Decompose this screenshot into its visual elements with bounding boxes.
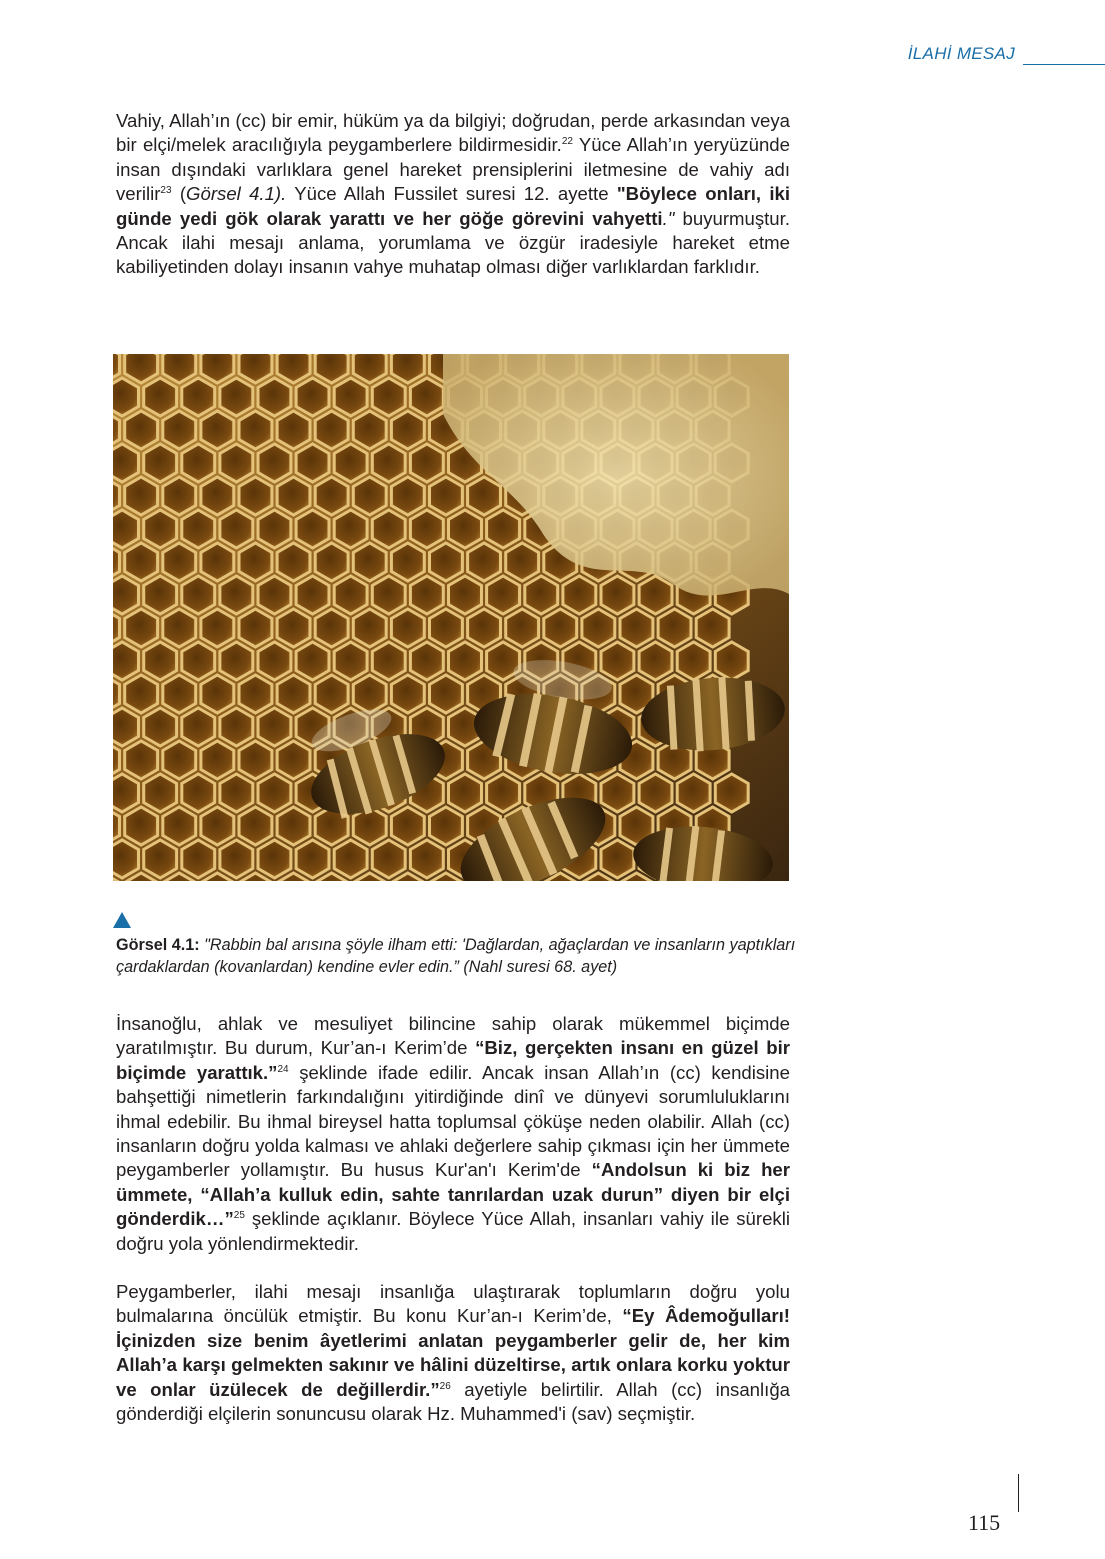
- honeycomb-cell: [601, 840, 634, 878]
- honeycomb-cell: [182, 642, 215, 680]
- honeycomb-cell: [277, 609, 310, 647]
- honeycomb-cell: [487, 576, 520, 614]
- honeycomb-cell: [258, 510, 291, 548]
- page-number: 115: [968, 1510, 1001, 1535]
- honeycomb-cell: [201, 741, 234, 779]
- honeycomb-cell: [125, 741, 158, 779]
- honeycomb-cell: [258, 708, 291, 746]
- honeycomb-cell: [620, 609, 653, 647]
- honeycomb-cell: [296, 576, 329, 614]
- honeycomb-cell: [144, 774, 177, 812]
- quran-quote: "Böylece onları, iki günde yedi gök olarak yarattı ve her göğe görevini vahyetti: [116, 183, 790, 229]
- honeycomb-cell: [353, 411, 386, 449]
- honeycomb-cell: [113, 378, 139, 416]
- honeycomb-cell: [277, 741, 310, 779]
- honeycomb-cell: [239, 543, 272, 581]
- honeycomb-cell: [258, 378, 291, 416]
- honeycomb-cell: [410, 840, 443, 878]
- honeycomb-cell: [113, 840, 139, 878]
- honeycomb-cell: [468, 609, 501, 647]
- honeycomb-cell: [220, 774, 253, 812]
- honeycomb-cell: [144, 708, 177, 746]
- honeycomb-cell: [113, 510, 139, 548]
- honeycomb-cell: [277, 411, 310, 449]
- honeycomb-cell: [296, 510, 329, 548]
- caption-text: "Rabbin bal arısına şöyle ilham etti: 'Dağlardan, ağaçlardan ve insanların yaptıkları çardaklardan (kovanlardan) kendine evler edin.” (Nahl suresi 68. ayet): [116, 936, 796, 976]
- honeycomb-cell: [220, 642, 253, 680]
- honeycomb-cell: [353, 609, 386, 647]
- honeycomb-cell: [113, 444, 139, 482]
- honeycomb-cell: [315, 609, 348, 647]
- honeycomb-cell: [220, 708, 253, 746]
- footnote-ref-26: 26: [439, 1380, 451, 1392]
- text-run: şeklinde ifade edilir. Ancak insan Allah’ın (cc) kendisine bahşettiği nimetlerin farkındalığını yitirdiğinde dinî ve dünyevi sorumluluklarını ihmal edebilir. Bu ihmal bireysel hatta toplumsal çöküşe neden olabilir. Allah (cc) insanların doğru yolda kalması ve ahlaki değerlere sahip çıkması için her ümmete peygamberler yollamıştır. Bu husus Kur'an'ı Kerim'de: [116, 1061, 790, 1181]
- honeycomb-cell: [639, 642, 672, 680]
- honeycomb-cell: [449, 774, 482, 812]
- quran-quote: “Andolsun ki biz her ümmete, “Allah’a kulluk edin, sahte tanrılardan uzak durun” diyen bir elçi gönderdik…”: [116, 1159, 790, 1230]
- footnote-ref-23: 23: [160, 185, 172, 197]
- honeycomb-cell: [201, 411, 234, 449]
- honeycomb-cell: [182, 840, 215, 878]
- honeycomb-cell: [277, 477, 310, 515]
- honeycomb-cell: [163, 477, 196, 515]
- honeycomb-cell: [410, 378, 443, 416]
- honeycomb-cell: [144, 510, 177, 548]
- honeycomb-cell: [410, 444, 443, 482]
- honeycomb-cell: [182, 510, 215, 548]
- honeycomb-cell: [277, 543, 310, 581]
- running-header: [845, 42, 1105, 70]
- honeycomb-cell: [239, 807, 272, 845]
- honeycomb-cell: [410, 510, 443, 548]
- honeycomb-cell: [449, 642, 482, 680]
- honeycomb-cell: [163, 609, 196, 647]
- honeycomb-cell: [220, 840, 253, 878]
- honeycomb-cell: [163, 675, 196, 713]
- honeycomb-cell: [201, 609, 234, 647]
- honeycomb-cell: [372, 840, 405, 878]
- honeycomb-cell: [277, 675, 310, 713]
- honeycomb-cell: [144, 576, 177, 614]
- honeycomb-cell: [391, 807, 424, 845]
- honeycomb-cell: [220, 378, 253, 416]
- honeycomb-cell: [391, 477, 424, 515]
- honeycomb-cell: [391, 609, 424, 647]
- honeycomb-cell: [315, 675, 348, 713]
- honeycomb-cell: [315, 543, 348, 581]
- header-rule: [1023, 64, 1105, 65]
- text-run: (: [171, 183, 187, 205]
- honeycomb-cell: [430, 609, 463, 647]
- honeycomb-cell: [125, 807, 158, 845]
- honeycomb-cell: [601, 774, 634, 812]
- footnote-ref-24: 24: [277, 1063, 289, 1075]
- honeycomb-cell: [658, 609, 691, 647]
- honeycomb-cell: [353, 543, 386, 581]
- honeycomb-cell: [449, 576, 482, 614]
- honeycomb-cell: [430, 477, 463, 515]
- text-run: şeklinde açıklanır. Böylece Yüce Allah, insanları vahiy ile sürekli doğru yola yönlendirmektedir.: [116, 1208, 790, 1254]
- honeycomb-cell: [144, 840, 177, 878]
- text-run: İnsanoğlu, ahlak ve mesuliyet bilincine sahip olarak mükemmel biçimde yaratılmıştır. Bu durum, Kur’an-ı Kerim’de: [116, 1013, 790, 1059]
- honeycomb-cell: [715, 642, 748, 680]
- honeycomb-cell: [277, 807, 310, 845]
- text-run: buyurmuştur. Ancak ilahi mesajı anlama, yorumlama ve özgür iradesiyle hareket etme kabiliyetinden dolayı insanın vahye muhatap olması diğer varlıklardan farklıdır.: [116, 207, 790, 278]
- honeycomb-cell: [468, 477, 501, 515]
- honeycomb-cell: [410, 642, 443, 680]
- honeycomb-cell: [201, 807, 234, 845]
- honeycomb-cell: [296, 642, 329, 680]
- honeycomb-cell: [182, 774, 215, 812]
- honeycomb-cell: [334, 576, 367, 614]
- figure-caption: [116, 934, 806, 978]
- honeycomb-cell: [430, 675, 463, 713]
- honeycomb-cell: [113, 774, 139, 812]
- honeycomb-cell: [201, 477, 234, 515]
- honeycomb-cell: [201, 543, 234, 581]
- honeycomb-cell: [315, 411, 348, 449]
- honeycomb-cell: [372, 378, 405, 416]
- honeycomb-cell: [258, 642, 291, 680]
- text-run: Yüce Allah’ın yeryüzünde insan dışındaki varlıklara genel hareket prensiplerini iletmesine de vahiy adı verilir: [116, 134, 790, 205]
- honeycomb-cell: [506, 609, 539, 647]
- honeycomb-cell: [296, 840, 329, 878]
- honeycomb-cell: [487, 510, 520, 548]
- honeycomb-cell: [125, 411, 158, 449]
- honeycomb-cell: [144, 642, 177, 680]
- honeycomb-cell: [125, 675, 158, 713]
- honeycomb-cell: [430, 807, 463, 845]
- page-number-rule: [1018, 1474, 1019, 1512]
- honeycomb-cell: [582, 609, 615, 647]
- honeycomb-cell: [296, 378, 329, 416]
- honeycomb-cell: [696, 609, 729, 647]
- honeycomb-cell: [113, 642, 139, 680]
- header-title: İLAHİ MESAJ: [907, 44, 1015, 63]
- honeycomb-cell: [125, 609, 158, 647]
- honeycomb-cell: [334, 840, 367, 878]
- honeycomb-cell: [525, 576, 558, 614]
- honeycomb-cell: [258, 444, 291, 482]
- triangle-marker-icon: [113, 912, 131, 928]
- honeycomb-cell: [125, 543, 158, 581]
- text-run: Yüce Allah Fussilet suresi 12. ayette: [286, 183, 617, 205]
- honeycomb-cell: [353, 477, 386, 515]
- honeycomb-bees-photo: [113, 354, 789, 881]
- honeycomb-cell: [163, 741, 196, 779]
- honeycomb-cell: [220, 444, 253, 482]
- honeycomb-cell: [334, 510, 367, 548]
- honeycomb-cell: [334, 444, 367, 482]
- honeycomb-cell: [163, 543, 196, 581]
- honeycomb-cell: [182, 708, 215, 746]
- quote-end: .": [662, 207, 675, 229]
- paragraph-peygamberler: [116, 1280, 790, 1426]
- honeycomb-cell: [487, 774, 520, 812]
- honeycomb-cell: [239, 675, 272, 713]
- honeycomb-cell: [677, 774, 710, 812]
- honeycomb-cell: [410, 576, 443, 614]
- text-run: ayetiyle belirtilir. Allah (cc) insanlığa gönderdiği elçilerin sonuncusu olarak Hz. Muhammed'i (sav) seçmiştir.: [116, 1378, 790, 1425]
- honeycomb-cell: [220, 510, 253, 548]
- honeycomb-cell: [353, 675, 386, 713]
- honeycomb-cell: [220, 576, 253, 614]
- quran-quote: “Biz, gerçekten insanı en güzel bir biçimde yarattık.”: [116, 1037, 790, 1083]
- honeycomb-cell: [544, 609, 577, 647]
- honeycomb-cell: [258, 774, 291, 812]
- honeycomb-cell: [639, 576, 672, 614]
- honeycomb-cell: [468, 543, 501, 581]
- honeycomb-cell: [315, 477, 348, 515]
- footnote-ref-25: 25: [233, 1210, 245, 1222]
- text-run: Vahiy, Allah’ın (cc) bir emir, hüküm ya da bilgiyi; doğrudan, perde arkasından veya bir elçi/melek aracılığıyla peygamberlere bildirmesidir.: [116, 110, 790, 156]
- honeycomb-cell: [563, 576, 596, 614]
- honeycomb-cell: [372, 444, 405, 482]
- honeycomb-cell: [125, 477, 158, 515]
- honeycomb-cell: [239, 609, 272, 647]
- honeycomb-cell: [372, 642, 405, 680]
- paragraph-vahiy-definition: [116, 109, 790, 280]
- honeycomb-cell: [372, 510, 405, 548]
- honeycomb-cell: [239, 477, 272, 515]
- honeycomb-cell: [391, 543, 424, 581]
- honeycomb-cell: [430, 543, 463, 581]
- figure-reference: Görsel 4.1).: [186, 183, 287, 205]
- honeycomb-cell: [163, 807, 196, 845]
- honeycomb-cell: [113, 576, 139, 614]
- honeycomb-cell: [334, 642, 367, 680]
- honeycomb-cell: [182, 444, 215, 482]
- quran-quote: “Ey Âdemoğulları! İçinizden size benim âyetlerimi anlatan peygamberler gelir de, her kim Allah’a karşı gelmekten sakınır ve hâlini düzeltirse, artık onlara korku yoktur ve onlar üzülecek de değillerdir.”: [116, 1305, 790, 1400]
- honeycomb-cell: [163, 411, 196, 449]
- honeycomb-cell: [372, 576, 405, 614]
- honeycomb-cell: [391, 411, 424, 449]
- honeycomb-cell: [239, 741, 272, 779]
- honeycomb-cell: [258, 576, 291, 614]
- honeycomb-cell: [715, 774, 748, 812]
- honeycomb-cell: [677, 642, 710, 680]
- honeycomb-cell: [601, 642, 634, 680]
- honeycomb-cell: [296, 444, 329, 482]
- honeycomb-cell: [449, 510, 482, 548]
- honeycomb-cell: [201, 675, 234, 713]
- honeycomb-cell: [113, 708, 139, 746]
- honeycomb-cell: [182, 576, 215, 614]
- honeycomb-cell: [334, 378, 367, 416]
- honeycomb-cell: [639, 774, 672, 812]
- honeycomb-cell: [144, 444, 177, 482]
- paragraph-insan-ahlak: [116, 1012, 790, 1256]
- caption-label: Görsel 4.1:: [116, 936, 200, 954]
- honeycomb-cell: [391, 675, 424, 713]
- honeycomb-cell: [182, 378, 215, 416]
- text-run: Peygamberler, ilahi mesajı insanlığa ulaştırarak toplumların doğru yolu bulmalarına öncülük etmiştir. Bu konu Kur’an-ı Kerim’de,: [116, 1281, 790, 1327]
- honeycomb-cell: [258, 840, 291, 878]
- honeycomb-cell: [601, 576, 634, 614]
- honeycomb-cell: [506, 543, 539, 581]
- footnote-ref-22: 22: [561, 136, 573, 148]
- honeycomb-cell: [239, 411, 272, 449]
- honeycomb-cell: [144, 378, 177, 416]
